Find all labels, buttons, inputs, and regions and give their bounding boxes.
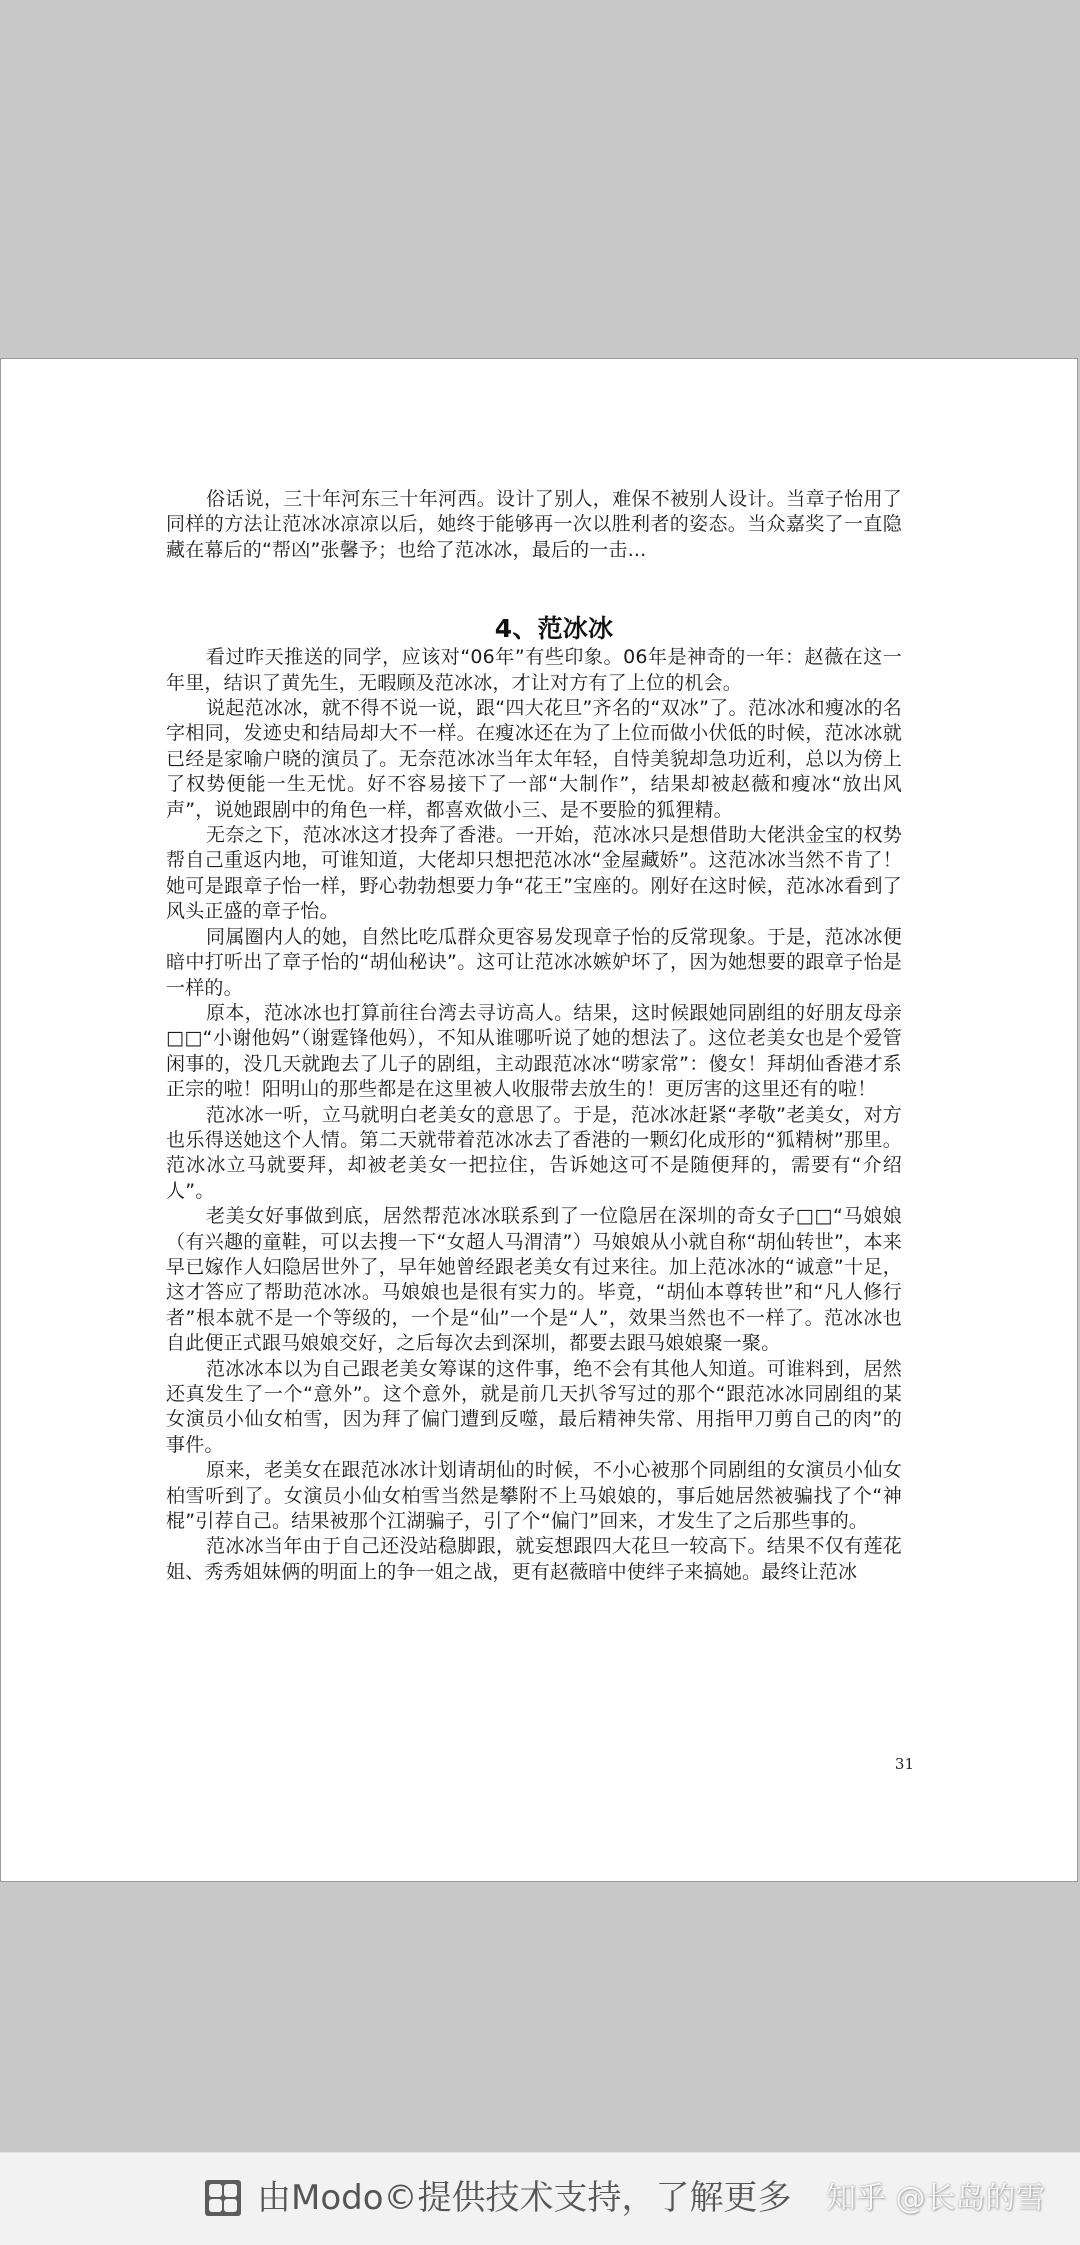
body-paragraph-1: 看过昨天推送的同学，应该对“06年”有些印象。06年是神奇的一年：赵薇在这一年里，结识了黄先生，无暇顾及范冰冰，才让对方有了上位的机会。 (166, 646, 902, 694)
modo-logo-icon (205, 2180, 241, 2216)
body-paragraph-3: 无奈之下，范冰冰这才投奔了香港。一开始，范冰冰只是想借助大佬洪金宝的权势帮自己重返内地，可谁知道，大佬却只想把范冰冰“金屋藏娇”。这范冰冰当然不肯了！她可是跟章子怡一样，野心勃勃想要力争“花王”宝座的。刚好在这时候，范冰冰看到了风头正盛的章子怡。 (166, 824, 902, 923)
footer-support-link[interactable]: 由Modo©提供技术支持，了解更多 (257, 2178, 792, 2218)
body-paragraph-7: 老美女好事做到底，居然帮范冰冰联系到了一位隐居在深圳的奇女子□□“马娘娘（有兴趣的童鞋，可以去搜一下“女超人马渭清”）马娘娘从小就自称“胡仙转世”，本来早已嫁作人妇隐居世外了，早年她曾经跟老美女有过来往。加上范冰冰的“诚意”十足，这才答应了帮助范冰冰。马娘娘也是很有实力的。毕竟，“胡仙本尊转世”和“凡人修行者”根本就不是一个等级的，一个是“仙”一个是“人”，效果当然也不一样了。范冰冰也自此便正式跟马娘娘交好，之后每次去到深圳，都要去跟马娘娘聚一聚。 (166, 1205, 902, 1355)
body-paragraph-2: 说起范冰冰，就不得不说一说，跟“四大花旦”齐名的“双冰”了。范冰冰和瘦冰的名字相同，发迹史和结局却大不一样。在瘦冰还在为了上位而做小伏低的时候，范冰冰就已经是家喻户晓的演员了。无奈范冰冰当年太年轻，自恃美貌却急功近利，总以为傍上了权势便能一生无忧。好不容易接下了一部“大制作”，结果却被赵薇和瘦冰“放出风声”，说她跟剧中的角色一样，都喜欢做小三、是不要脸的狐狸精。 (166, 697, 902, 821)
zhihu-watermark: 知乎 @长岛的雪 (826, 2181, 1046, 2216)
body-paragraph-10: 范冰冰当年由于自己还没站稳脚跟，就妄想跟四大花旦一较高下。结果不仅有莲花姐、秀秀姐妹俩的明面上的争一姐之战，更有赵薇暗中使绊子来搞她。最终让范冰 (166, 1535, 902, 1583)
body-paragraph-8: 范冰冰本以为自己跟老美女筹谋的这件事，绝不会有其他人知道。可谁料到，居然还真发生了一个“意外”。这个意外，就是前几天扒爷写过的那个“跟范冰冰同剧组的某女演员小仙女柏雪，因为拜了偏门遭到反噬，最后精神失常、用指甲刀剪自己的肉”的事件。 (166, 1357, 902, 1456)
page-number: 31 (894, 1755, 914, 1773)
body-paragraph-4: 同属圈内人的她，自然比吃瓜群众更容易发现章子怡的反常现象。于是，范冰冰便暗中打听出了章子怡的“胡仙秘诀”。这可让范冰冰嫉妒坏了，因为她想要的跟章子怡是一样的。 (166, 925, 902, 999)
body-paragraph-9: 原来，老美女在跟范冰冰计划请胡仙的时候，不小心被那个同剧组的女演员小仙女柏雪听到了。女演员小仙女柏雪当然是攀附不上马娘娘的，事后她居然被骗找了个“神棍”引荐自己。结果被那个江湖骗子，引了个“偏门”回来，才发生了之后那些事的。 (166, 1459, 902, 1533)
body-paragraph-5: 原本，范冰冰也打算前往台湾去寻访高人。结果，这时候跟她同剧组的好朋友母亲□□“小谢他妈”（谢霆锋他妈），不知从谁哪听说了她的想法了。这位老美女也是个爱管闲事的，没几天就跑去了儿子的剧组，主动跟范冰冰“唠家常”：傻女！拜胡仙香港才系正宗的啦！阳明山的那些都是在这里被人收服带去放生的！更厉害的这里还有的啦！ (166, 1001, 902, 1101)
body-paragraph-6: 范冰冰一听，立马就明白老美女的意思了。于是，范冰冰赶紧“孝敬”老美女，对方也乐得送她这个人情。第二天就带着范冰冰去了香港的一颗幻化成形的“狐精树”那里。范冰冰立马就要拜，却被老美女一把拉住，告诉她这可不是随便拜的，需要有“介绍人”。 (166, 1103, 902, 1202)
intro-paragraph: 俗话说，三十年河东三十年河西。设计了别人，难保不被别人设计。当章子怡用了同样的方法让范冰冰凉凉以后，她终于能够再一次以胜利者的姿态。当众嘉奖了一直隐藏在幕后的“帮凶”张馨予；也给了范冰冰，最后的一击... (166, 488, 902, 561)
page-content (166, 487, 902, 1585)
document-page (0, 358, 1078, 1882)
section-title: 4、范冰冰 (494, 614, 614, 644)
footer-bar[interactable] (0, 2152, 1080, 2245)
